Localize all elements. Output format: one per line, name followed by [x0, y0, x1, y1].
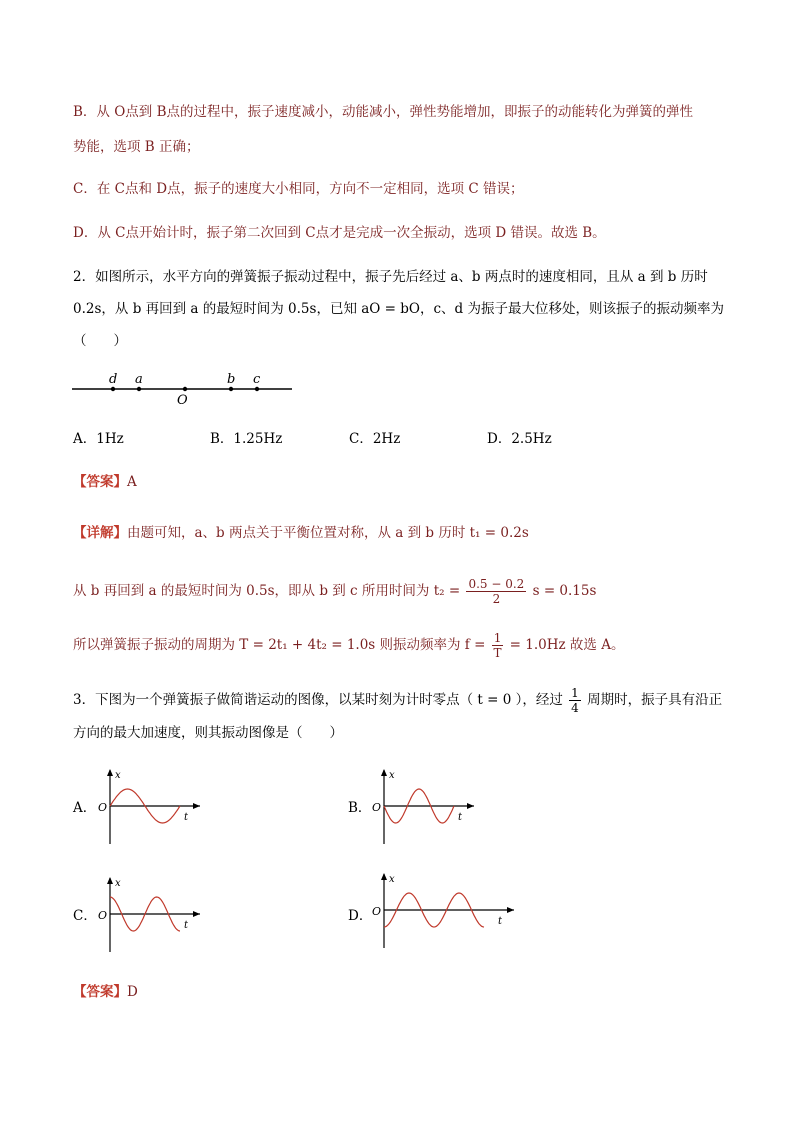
q2-point-c — [255, 387, 259, 391]
q3-frac-num: 1 — [571, 686, 579, 700]
q1-option-c: C．在 C点和 D点，振子的速度大小相同，方向不一定相同，选项 C 错误； — [73, 181, 524, 197]
q1-option-b-line2: 势能，选项 B 正确； — [73, 139, 200, 155]
q2-detail-line1 — [73, 524, 529, 542]
q3-graph-a — [96, 766, 206, 846]
q2-detail2-num: 0.5 − 0.2 — [468, 577, 525, 591]
q2-label-c: c — [253, 372, 261, 387]
q2-option-b: B．1.25Hz — [210, 431, 283, 447]
graph-x-arrow — [381, 769, 387, 776]
q2-answer-value: A — [127, 474, 137, 490]
q3-quarter-fraction — [569, 686, 581, 715]
q2-stem-line2: 0.2s，从 b 再回到 a 的最短时间为 0.5s，已知 aO = bO，c、d 为振子最大位移处，则该振子的振动频率为 — [73, 301, 724, 317]
q2-stem-line3: （ ） — [73, 333, 127, 349]
q2-detail2-den: 2 — [492, 592, 501, 606]
q3-graph-c — [96, 874, 206, 954]
q2-detail-tag: 【详解】 — [73, 525, 127, 541]
graph-t-arrow — [467, 803, 474, 809]
graph-t-label: t — [184, 812, 189, 823]
graph-origin-label: O — [98, 909, 108, 922]
graph-t-arrow — [507, 907, 514, 913]
graph-origin-label: O — [372, 801, 382, 814]
q1-option-d: D．从 C点开始计时，振子第二次回到 C点才是完成一次全振动，选项 D 错误。故选 B。 — [73, 225, 606, 241]
q3-answer-value: D — [127, 984, 138, 1000]
q3-stem-line1 — [73, 682, 722, 718]
q2-point-d — [111, 387, 115, 391]
q2-label-d: d — [109, 372, 118, 387]
q2-spring-figure — [70, 365, 300, 410]
q2-detail3-pre: 所以弹簧振子振动的周期为 T = 2t₁ + 4t₂ = 1.0s 则振动频率为 f = — [73, 637, 486, 653]
q2-detail3-den: T — [493, 646, 502, 660]
graph-x-label: x — [389, 874, 395, 885]
q2-answer — [73, 473, 137, 491]
graph-t-label: t — [498, 916, 503, 927]
q2-detail2-post: s = 0.15s — [532, 583, 597, 599]
q3-stem-post: 周期时，振子具有沿正 — [587, 692, 723, 708]
q2-detail-line3 — [73, 627, 624, 663]
q3-option-c-label: C． — [73, 908, 97, 924]
q2-detail2-pre: 从 b 再回到 a 的最短时间为 0.5s，即从 b 到 c 所用时间为 t₂ = — [73, 583, 461, 599]
graph-x-label: x — [115, 770, 121, 781]
q2-detail3-post: = 1.0Hz 故选 A。 — [509, 637, 625, 653]
q2-answer-tag: 【答案】 — [73, 474, 127, 490]
q3-option-d-label: D． — [348, 908, 373, 924]
q2-option-c: C．2Hz — [349, 431, 401, 447]
q3-option-b-label: B． — [348, 800, 372, 816]
q2-option-d: D．2.5Hz — [487, 431, 552, 447]
q2-detail3-num: 1 — [493, 631, 502, 645]
graph-t-label: t — [458, 812, 463, 823]
graph-x-label: x — [115, 878, 121, 889]
q2-detail-line2 — [73, 573, 596, 609]
q2-label-a: a — [135, 372, 143, 387]
q3-graph-b — [370, 766, 480, 846]
q2-detail-text1: 由题可知，a、b 两点关于平衡位置对称，从 a 到 b 历时 t₁ = 0.2s — [127, 525, 529, 541]
q3-stem-line2: 方向的最大加速度，则其振动图像是（ ） — [73, 725, 343, 741]
q2-label-o: O — [177, 393, 188, 408]
graph-t-label: t — [184, 920, 189, 931]
q2-detail2-fraction — [466, 577, 526, 606]
q2-detail3-fraction — [492, 631, 504, 660]
q3-answer-tag: 【答案】 — [73, 984, 127, 1000]
q3-option-a-label: A． — [73, 800, 97, 816]
q2-point-o — [183, 387, 187, 391]
q1-option-b-line1: B．从 O点到 B点的过程中，振子速度减小，动能减小，弹性势能增加，即振子的动能转化为弹簧的弹性 — [73, 104, 693, 120]
q2-label-b: b — [227, 372, 236, 387]
graph-x-arrow — [107, 877, 113, 884]
q3-graph-d — [370, 870, 520, 950]
q3-answer — [73, 983, 138, 1001]
graph-origin-label: O — [372, 905, 382, 918]
q2-stem-line1: 2．如图所示，水平方向的弹簧振子振动过程中，振子先后经过 a、b 两点时的速度相同，且从 a 到 b 历时 — [73, 269, 708, 285]
graph-x-arrow — [381, 873, 387, 880]
q2-option-a: A．1Hz — [73, 431, 124, 447]
graph-origin-label: O — [98, 801, 108, 814]
graph-x-label: x — [389, 770, 395, 781]
graph-t-arrow — [193, 803, 200, 809]
q2-point-b — [229, 387, 233, 391]
q3-stem-pre: 3．下图为一个弹簧振子做简谐运动的图像，以某时刻为计时零点（ t = 0 ），经过 — [73, 692, 563, 708]
q2-point-a — [137, 387, 141, 391]
q3-frac-den: 4 — [571, 701, 579, 715]
graph-x-arrow — [107, 769, 113, 776]
graph-t-arrow — [193, 911, 200, 917]
